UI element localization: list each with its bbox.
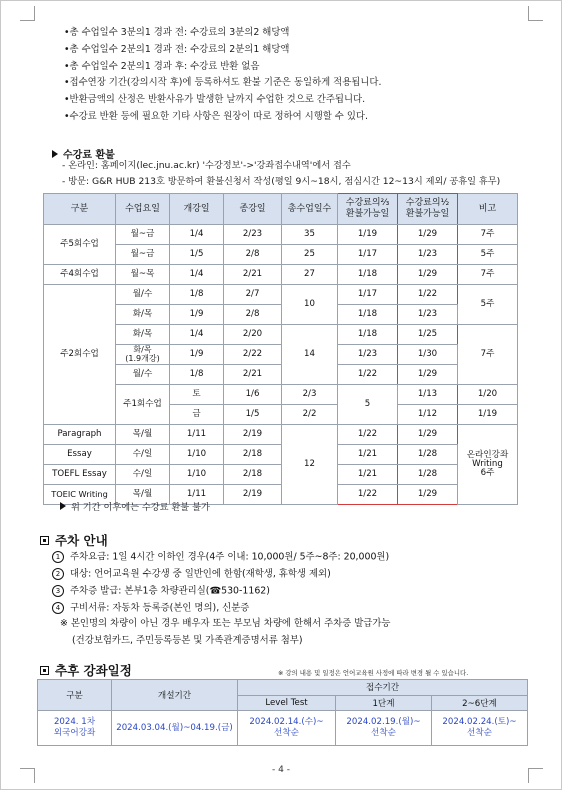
table-cell: 1/23	[398, 305, 458, 325]
table-cell: 35	[282, 225, 338, 245]
table-cell: 월/수	[116, 365, 170, 385]
table-cell: 2/7	[224, 285, 282, 305]
table-cell: 2/20	[224, 325, 282, 345]
table-cell: 1/23	[338, 345, 398, 365]
table-cell: 월~목	[116, 265, 170, 285]
header-cell: 종강일	[224, 194, 282, 225]
table-cell: 1/21	[338, 465, 398, 485]
table-cell: 1/8	[170, 365, 224, 385]
refund-online: - 온라인: 홈페이지(lec.jnu.ac.kr) '수강정보'->'강좌접수내역'에서 접수	[62, 160, 351, 171]
parking-heading: 주차 안내	[40, 531, 108, 549]
table-cell: 2/19	[224, 425, 282, 445]
table-cell: 1/8	[170, 285, 224, 305]
group-cell: 주5회수업	[44, 225, 116, 265]
bullet-line: •수강료 반환 등에 필요한 기타 사항은 원장이 따로 정하여 시행할 수 있다.	[64, 111, 368, 122]
table-header-row	[44, 194, 518, 225]
table-row	[44, 305, 518, 325]
table-cell: 2024.03.04.(월)~04.19.(금)	[112, 711, 238, 746]
header-cell: 접수기간	[238, 680, 528, 696]
table-cell: 1/22	[338, 425, 398, 445]
table-cell: 1/13	[398, 385, 458, 405]
table-cell: 5	[338, 385, 398, 425]
parking-item: 1 주차요금: 1일 4시간 이하인 경우(4주 이내: 10,000원/ 5주~8주: 20,000원)	[52, 551, 389, 564]
table-cell: 온라인강좌 Writing 6주	[458, 425, 518, 505]
table-cell: 1/11	[170, 485, 224, 505]
table-cell: 수/일	[116, 445, 170, 465]
table-cell: 화/목	[116, 305, 170, 325]
header-cell: 수강료의½ 환불가능일	[398, 194, 458, 225]
table-row	[44, 445, 518, 465]
upcoming-heading: 추후 강좌일정	[40, 661, 132, 679]
table-cell: 1/9	[170, 345, 224, 365]
table-cell: 1/6	[224, 385, 282, 405]
table-cell: 1/20	[458, 385, 518, 405]
bullet-line: •총 수업일수 3분의1 경과 전: 수강료의 3분의2 해당액	[64, 27, 290, 38]
table-cell: 1/29	[398, 365, 458, 385]
upcoming-note: ※ 강의 내용 및 일정은 언어교육원 사정에 따라 변경 될 수 있습니다.	[278, 669, 469, 677]
parking-item: 3 주차증 발급: 본부1층 차량관리실(☎530-1162)	[52, 585, 270, 598]
table-cell: 2/19	[224, 485, 282, 505]
table-cell: 2/8	[224, 245, 282, 265]
header-cell: 수업요일	[116, 194, 170, 225]
refund-schedule-table	[43, 193, 518, 505]
table-cell: 1/4	[170, 325, 224, 345]
table-cell: 1/5	[170, 245, 224, 265]
crop-mark	[528, 6, 543, 21]
table-cell: 1/5	[224, 405, 282, 425]
table-cell: 1/19	[458, 405, 518, 425]
table-cell: 1/23	[398, 245, 458, 265]
header-cell: 구분	[38, 680, 112, 711]
table-cell: 1/10	[170, 445, 224, 465]
parking-item: 4 구비서류: 자동차 등록증(본인 명의), 신분증	[52, 602, 249, 615]
table-cell: 화/목	[116, 325, 170, 345]
upcoming-schedule-table	[37, 679, 528, 746]
header-cell: 개강일	[170, 194, 224, 225]
table-cell: 10	[282, 285, 338, 325]
bullet-line: •총 수업일수 2분의1 경과 후: 수강료 반환 없음	[64, 61, 260, 72]
table-cell: 2024.02.19.(월)~ 선착순	[336, 711, 432, 746]
square-bullet-icon	[40, 536, 49, 545]
table-cell: 7주	[458, 325, 518, 385]
table-cell: 금	[170, 405, 224, 425]
table-cell: 1/19	[338, 225, 398, 245]
table-row	[44, 245, 518, 265]
table-cell: 2/8	[224, 305, 282, 325]
table-row	[44, 465, 518, 485]
header-cell: 총수업일수	[282, 194, 338, 225]
table-cell: 1/28	[398, 445, 458, 465]
table-cell: 토	[170, 385, 224, 405]
circled-number-icon: 1	[52, 551, 64, 563]
table-cell: 5주	[458, 285, 518, 325]
table-cell: 2/21	[224, 365, 282, 385]
table-cell: 1/29	[398, 485, 458, 505]
table-cell: 2/21	[224, 265, 282, 285]
table-cell: 1/18	[338, 265, 398, 285]
group-cell: 주1회수업	[116, 385, 170, 425]
table-cell: 1/21	[338, 445, 398, 465]
parking-note: (건강보험카드, 주민등록등본 및 가족관계증명서류 첨부)	[72, 635, 303, 646]
table-cell: 14	[282, 325, 338, 385]
header-cell: Level Test	[238, 695, 336, 711]
table-cell: 2/3	[282, 385, 338, 405]
bullet-line: •접수연장 기간(강의시작 후)에 등록하셔도 환불 기준은 동일하게 적용됩니다.	[64, 77, 382, 88]
table-cell: 2/22	[224, 345, 282, 365]
table-cell: 목/월	[116, 425, 170, 445]
table-cell: Paragraph	[44, 425, 116, 445]
table-cell: 1/9	[170, 305, 224, 325]
after-period-note: 위 기간 이후에는 수강료 환불 불가	[60, 502, 210, 514]
table-cell: 27	[282, 265, 338, 285]
table-row	[44, 425, 518, 445]
table-row	[44, 325, 518, 345]
table-cell: 1/4	[170, 265, 224, 285]
table-cell: 2024.02.24.(토)~ 선착순	[432, 711, 528, 746]
header-cell: 개설기간	[112, 680, 238, 711]
table-cell: 1/17	[338, 285, 398, 305]
circled-number-icon: 3	[52, 585, 64, 597]
table-cell: 7주	[458, 225, 518, 245]
table-cell: 1/18	[338, 325, 398, 345]
table-cell: 2/23	[224, 225, 282, 245]
parking-note: ※ 본인명의 차량이 아닌 경우 배우자 또는 부모님 차량에 한해서 주차증 발급가능	[60, 618, 391, 629]
table-cell: 2/18	[224, 445, 282, 465]
table-cell: TOEIC Writing	[44, 485, 116, 505]
header-cell: 수강료의⅔ 환불가능일	[338, 194, 398, 225]
table-cell: 25	[282, 245, 338, 265]
table-cell: 화/목 (1.9개강)	[116, 345, 170, 365]
table-cell: 5주	[458, 245, 518, 265]
table-cell: 월/수	[116, 285, 170, 305]
table-row	[44, 225, 518, 245]
table-cell: 1/18	[338, 305, 398, 325]
table-row	[44, 265, 518, 285]
table-cell: 1/22	[338, 365, 398, 385]
page-number: - 4 -	[272, 765, 290, 775]
table-cell: 목/월	[116, 485, 170, 505]
square-bullet-icon	[40, 666, 49, 675]
header-cell: 2~6단계	[432, 695, 528, 711]
table-cell: 1/28	[398, 465, 458, 485]
group-cell: 주4회수업	[44, 265, 116, 285]
table-cell: 12	[282, 425, 338, 505]
table-row	[44, 365, 518, 385]
header-cell: 비고	[458, 194, 518, 225]
table-cell: 1/30	[398, 345, 458, 365]
table-cell: 1/29	[398, 225, 458, 245]
table-cell: TOEFL Essay	[44, 465, 116, 485]
table-cell: 2024.02.14.(수)~ 선착순	[238, 711, 336, 746]
table-cell: 1/25	[398, 325, 458, 345]
table-cell: 1/12	[398, 405, 458, 425]
circled-number-icon: 2	[52, 568, 64, 580]
table-cell: 7주	[458, 265, 518, 285]
table-row	[44, 345, 518, 365]
table-cell: 수/일	[116, 465, 170, 485]
circled-number-icon: 4	[52, 602, 64, 614]
parking-item: 2 대상: 언어교육원 수강생 중 일반인에 한함(재학생, 휴학생 제외)	[52, 568, 331, 581]
refund-heading: 수강료 환불	[52, 146, 115, 161]
bullet-line: •반환금액의 산정은 반환사유가 발생한 날까지 수업한 것으로 간주됩니다.	[64, 94, 366, 105]
table-cell: 1/29	[398, 425, 458, 445]
bullet-line: •총 수업일수 2분의1 경과 전: 수강료의 2분의1 해당액	[64, 44, 290, 55]
table-cell: 1/11	[170, 425, 224, 445]
table-cell: Essay	[44, 445, 116, 465]
table-cell: 2/2	[282, 405, 338, 425]
header-cell: 구분	[44, 194, 116, 225]
triangle-bullet-icon	[52, 150, 58, 158]
header-cell: 1단계	[336, 695, 432, 711]
table-cell: 1/22	[338, 485, 398, 505]
table-row	[44, 385, 518, 405]
crop-mark	[20, 6, 35, 21]
table-row	[44, 285, 518, 305]
table-cell: 1/29	[398, 265, 458, 285]
table-cell: 월~금	[116, 245, 170, 265]
table-row	[38, 711, 528, 746]
table-cell: 2024. 1차 외국어강좌	[38, 711, 112, 746]
table-cell: 월~금	[116, 225, 170, 245]
table-cell: 1/10	[170, 465, 224, 485]
table-cell: 1/22	[398, 285, 458, 305]
refund-visit: - 방문: G&R HUB 213호 방문하여 환불신청서 작성(평일 9시~18시, 점심시간 12~13시 제외/ 공휴일 휴무)	[62, 176, 501, 187]
table-cell: 1/17	[338, 245, 398, 265]
triangle-bullet-icon	[60, 502, 66, 510]
table-header-row	[38, 680, 528, 696]
table-cell: 1/4	[170, 225, 224, 245]
group-cell: 주2회수업	[44, 285, 116, 425]
table-cell: 2/18	[224, 465, 282, 485]
